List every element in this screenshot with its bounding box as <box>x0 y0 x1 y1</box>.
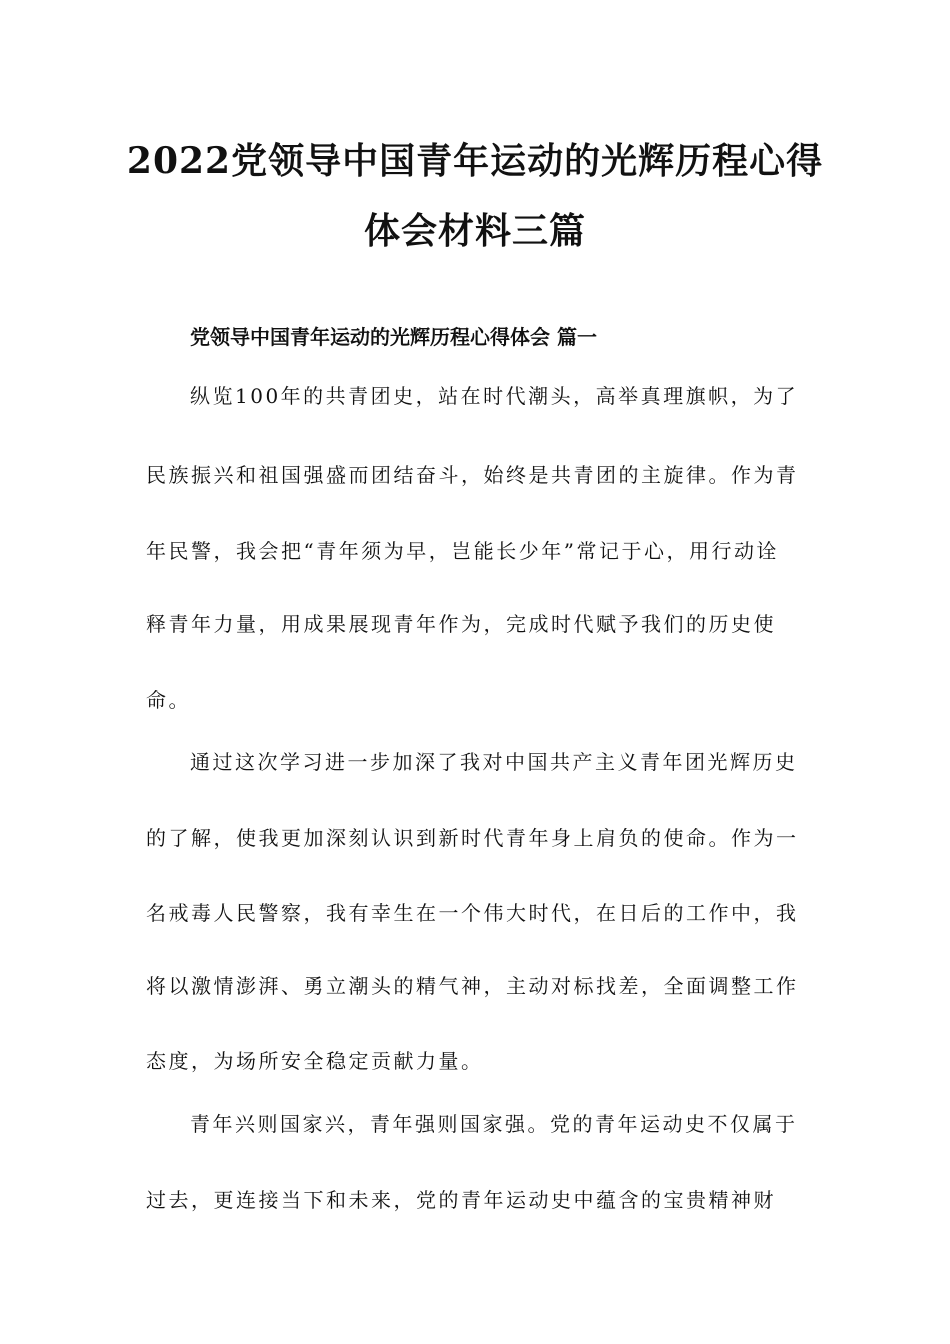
body-line: 的了解，使我更加深刻认识到新时代青年身上肩负的使命。作为一 <box>146 826 799 850</box>
body-line: 青年兴则国家兴，青年强则国家强。党的青年运动史不仅属于 <box>190 1112 798 1136</box>
body-line: 年民警，我会把“青年须为早，岂能长少年”常记于心，用行动诠 <box>146 539 779 563</box>
body-line: 将以激情澎湃、勇立潮头的精气神，主动对标找差，全面调整工作 <box>146 974 799 998</box>
body-line: 态度，为场所安全稳定贡献力量。 <box>146 1049 484 1073</box>
body-line: 民族振兴和祖国强盛而团结奋斗，始终是共青团的主旋律。作为青 <box>146 463 799 487</box>
document-title-line-1: 2022党领导中国青年运动的光辉历程心得 <box>126 140 824 182</box>
document-title-line-2: 体会材料三篇 <box>363 210 586 252</box>
body-line: 名戒毒人民警察，我有幸生在一个伟大时代，在日后的工作中，我 <box>146 901 799 925</box>
body-line: 过去，更连接当下和未来，党的青年运动史中蕴含的宝贵精神财 <box>146 1188 776 1212</box>
body-line: 纵览100年的共青团史，站在时代潮头，高举真理旗帜，为了 <box>190 384 799 408</box>
body-line: 释青年力量，用成果展现青年作为，完成时代赋予我们的历史使 <box>146 612 776 636</box>
body-line: 通过这次学习进一步加深了我对中国共产主义青年团光辉历史 <box>190 750 798 774</box>
section-heading: 党领导中国青年运动的光辉历程心得体会 篇一 <box>190 325 597 349</box>
body-line: 命。 <box>146 688 191 712</box>
